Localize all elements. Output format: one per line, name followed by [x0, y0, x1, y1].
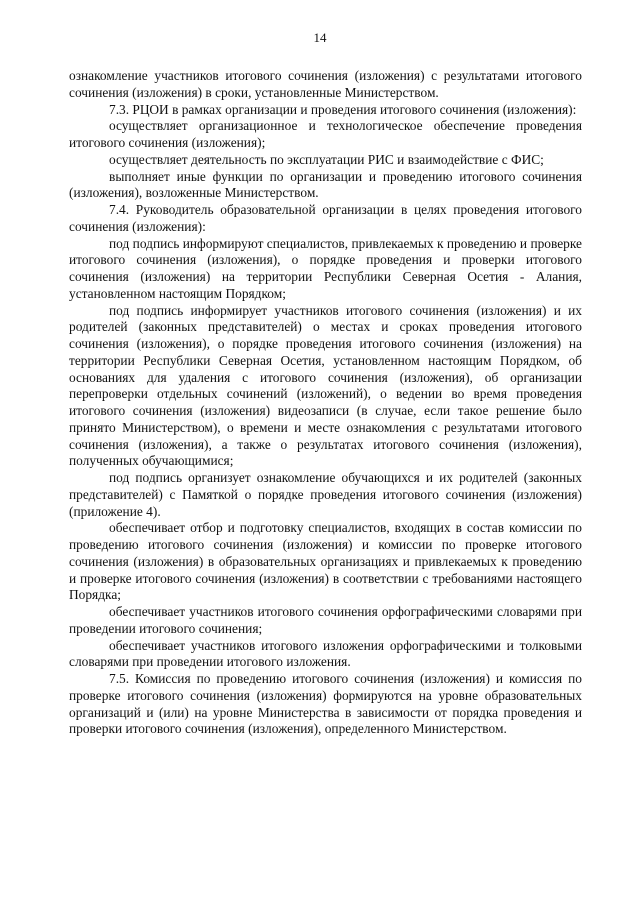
- page-number: 14: [313, 30, 327, 45]
- paragraph: под подпись информирует участников итогового сочинения (изложения) и их родителей (законных представителей) о местах и сроках проведения итогового сочинения (изложения), о порядке проведения итогового сочинения (изложения) на территории Республики Северная Осетия, установленном настоящим Порядком, об основаниях для удаления с итогового сочинения (изложения), об организации перепроверки отдельных сочинений (изложений), о ведении во время проведения итогового сочинения (изложения) видеозаписи (в случае, если такое решение было принято Министерством), о времени и месте ознакомления с результатами итогового сочинения (изложения), а также о результатах итогового сочинения (изложения), полученных обучающимися;: [69, 302, 582, 469]
- paragraph: 7.3. РЦОИ в рамках организации и проведения итогового сочинения (изложения):: [109, 101, 577, 117]
- paragraph: ознакомление участников итогового сочинения (изложения) с результатами итогового сочинения (изложения) в сроки, установленные Министерством.: [69, 68, 582, 100]
- paragraph: 7.4. Руководитель образовательной организации в целях проведения итогового сочинения (изложения):: [69, 202, 582, 234]
- paragraph: осуществляет деятельность по эксплуатации РИС и взаимодействие с ФИС;: [109, 151, 544, 167]
- paragraph: обеспечивает отбор и подготовку специалистов, входящих в состав комиссии по проведению итогового сочинения (изложения) и комиссии по проверке итогового сочинения (изложения) в образовательных организациях и привлекаемых к проведению и проверке итогового сочинения (изложения) в соответствии с требованиями настоящего Порядка;: [69, 520, 582, 603]
- document-body: [69, 68, 582, 738]
- paragraph: под подпись информируют специалистов, привлекаемых к проведению и проверке итогового сочинения (изложения), о порядке проведения и проверки итогового сочинения (изложения) на территории Республики Северная Осетия - Алания, установленном настоящим Порядком;: [69, 235, 582, 301]
- paragraph: выполняет иные функции по организации и проведению итогового сочинения (изложения), возложенные Министерством.: [69, 168, 582, 201]
- paragraph: осуществляет организационное и технологическое обеспечение проведения итогового сочинения (изложения);: [69, 118, 582, 150]
- paragraph: обеспечивает участников итогового сочинения орфографическими словарями при проведении итогового сочинения;: [69, 604, 582, 636]
- paragraph: под подпись организует ознакомление обучающихся и их родителей (законных представителей) с Памяткой о порядке проведения итогового сочинения (изложения) (приложение 4).: [69, 470, 582, 519]
- paragraph: обеспечивает участников итогового изложения орфографическими и толковыми словарями при проведении итогового изложения.: [69, 637, 582, 670]
- paragraph: 7.5. Комиссия по проведению итогового сочинения (изложения) и комиссия по проверке итогового сочинения (изложения) формируются на уровне образовательных организаций и (или) на уровне Министерства в зависимости от порядка проведения и проверки итогового сочинения (изложения), определенного Министерством.: [69, 671, 582, 737]
